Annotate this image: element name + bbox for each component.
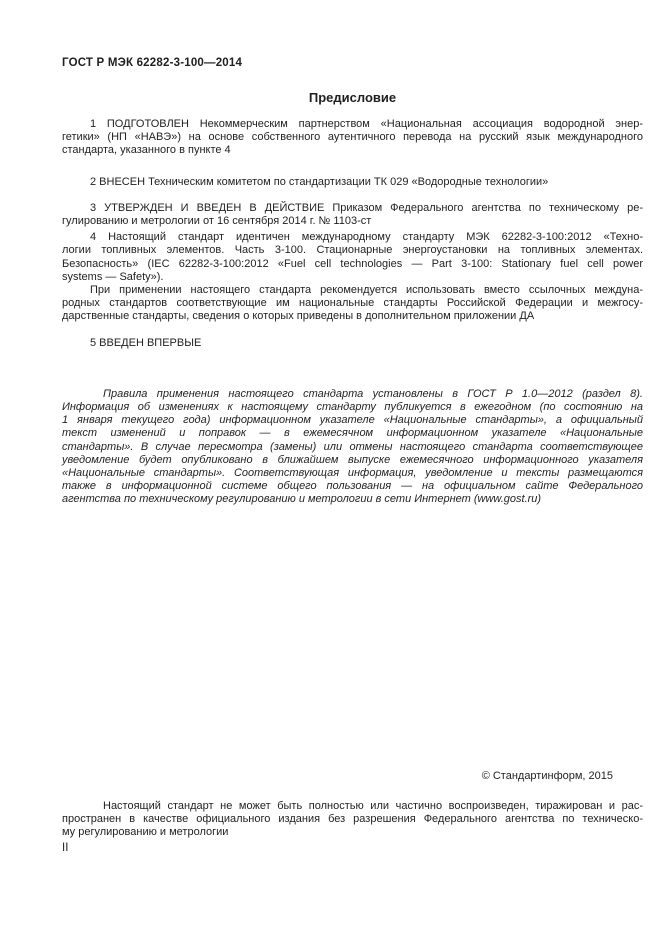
application-rules-note — [62, 388, 643, 507]
text-line: 1 ПОДГОТОВЛЕН Некоммерческим партнерством «Национальная ассоциация водородной энер- — [90, 118, 643, 130]
copyright-notice: © Стандартинформ, 2015 — [481, 769, 613, 782]
text-line: агентства по техническому регулированию и метрологии в сети Интернет (www.gost.ru) — [62, 493, 542, 506]
text-line: systems — Safety»). — [62, 270, 164, 283]
foreword-clause-3 — [62, 202, 643, 228]
text-line: стандарта, указанного в пункте 4 — [62, 144, 231, 157]
text-line: гетики» (НП «НАВЭ») на основе собственного аутентичного перевода на русский язык международного — [62, 131, 643, 144]
foreword-clause-4 — [62, 231, 643, 284]
text-line: Правила применения настоящего стандарта установлены в ГОСТ Р 1.0—2012 (раздел 8). — [103, 387, 643, 400]
foreword-clause-5 — [62, 337, 643, 350]
text-line: текст изменений и поправок — в ежемесячном информационном указателе «Национальные — [62, 427, 643, 440]
text-line: также в информационной системе общего пользования — на официальном сайте Федерального — [62, 480, 643, 493]
text-line: Безопасность» (IEC 62282-3-100:2012 «Fuel cell technologies — Part 3-100: Stationary fuel cell power — [62, 257, 643, 270]
foreword-clause-2 — [62, 176, 643, 189]
text-line: 3 УТВЕРЖДЕН И ВВЕДЕН В ДЕЙСТВИЕ Приказом Федерального агентства по техническому ре- — [90, 201, 643, 214]
reproduction-restriction-note — [62, 800, 643, 840]
text-line: уведомление будет опубликовано в ближайшем выпуске ежемесячного информационного указателя — [62, 453, 643, 466]
text-line: 4 Настоящий стандарт идентичен международному стандарту МЭК 62282-3-100:2012 «Техно- — [90, 231, 643, 244]
text-line: 2 ВНЕСЕН Техническим комитетом по стандартизации ТК 029 «Водородные технологии» — [90, 175, 549, 188]
text-line: логии топливных элементов. Часть 3-100. Стационарные энергоустановки на топливных элементах. — [62, 244, 643, 257]
text-line: Настоящий стандарт не может быть полностью или частично воспроизведен, тиражирован и рас- — [103, 799, 643, 812]
text-line: «Национальные стандарты». Соответствующая информация, уведомление и тексты размещаются — [62, 467, 643, 480]
text-line: пространен в качестве официального издания без разрешения Федерального агентства по техническо- — [62, 813, 643, 826]
page-number: II — [62, 842, 69, 855]
text-line: дарственные стандарты, сведения о которых приведены в дополнительном приложении ДА — [62, 310, 535, 323]
text-line: гулированию и метрологии от 16 сентября 2014 г. № 1103-ст — [62, 215, 372, 228]
foreword-clause-1 — [62, 118, 643, 158]
text-line: При применении настоящего стандарта рекомендуется использовать вместо ссылочных междуна- — [90, 284, 643, 297]
standard-number: ГОСТ Р МЭК 62282-3-100—2014 — [62, 57, 243, 69]
page-title: Предисловие — [308, 90, 397, 105]
text-line: стандарты». В случае пересмотра (замены) или отмены настоящего стандарта соответствующее — [62, 440, 643, 453]
text-line: му регулированию и метрологии — [62, 826, 229, 839]
foreword-clause-4-note — [62, 284, 643, 324]
text-line: 1 января текущего года) информационном указателе «Национальные стандарты», а официальный — [62, 414, 643, 427]
text-line: 5 ВВЕДЕН ВПЕРВЫЕ — [90, 336, 202, 349]
text-line: Информация об изменениях к настоящему стандарту публикуется в ежегодном (по состоянию на — [62, 401, 643, 414]
text-line: родных стандартов соответствующие им национальные стандарты Российской Федерации и межгосу- — [62, 297, 643, 310]
